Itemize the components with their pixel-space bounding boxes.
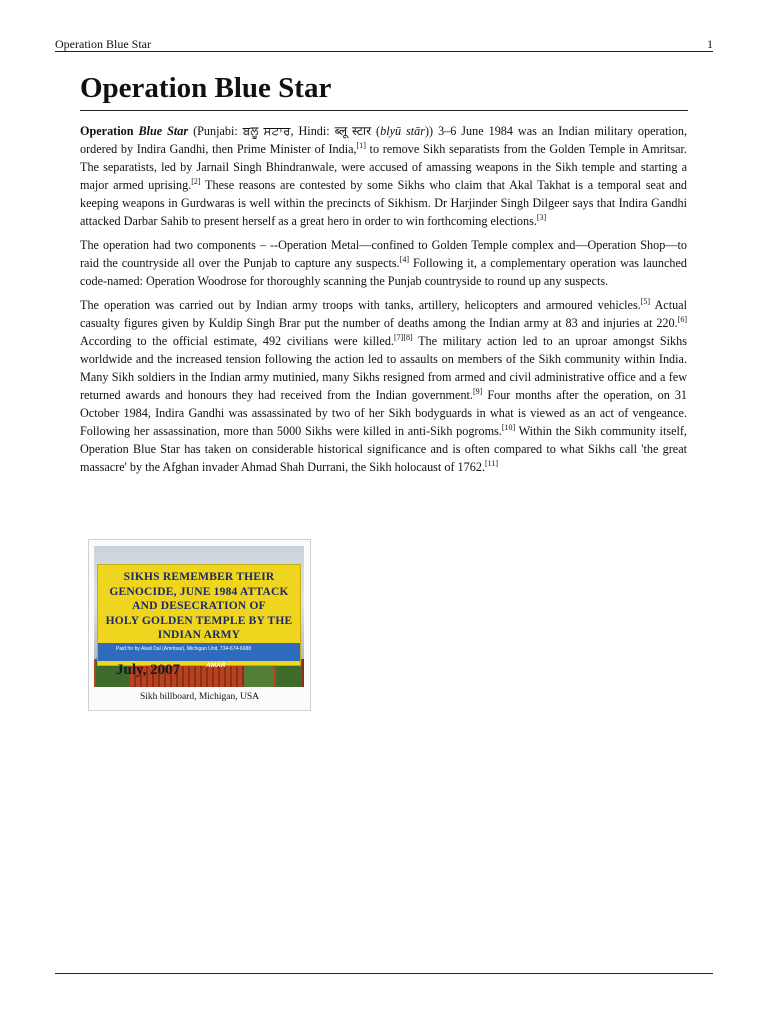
citation-link[interactable]: [5]: [640, 297, 651, 306]
citation-link[interactable]: [4]: [399, 255, 410, 264]
running-title: Operation Blue Star: [55, 37, 151, 51]
article-body: [80, 122, 687, 476]
citation-link[interactable]: [9]: [472, 387, 483, 396]
figure-caption: Sikh billboard, Michigan, USA: [139, 692, 259, 702]
page-title: Operation Blue Star: [80, 72, 332, 104]
billboard-sign: [97, 564, 301, 666]
lead-term: Operation Blue Star: [80, 124, 189, 138]
intro-paragraph: Operation Blue Star (Punjabi: ਬਲੂ ਸਟਾਰ, Hindi: ब्लू स्टार (blyū stār)) 3–6 June 1984 was an Indian military operation, ordered by Indira Gandhi, then Prime Minister of India,[1] to remove Sikh separatists from the Golden Temple in Amritsar. The separatists, led by Jarnail Singh Bhindranwale, were accused of amassing weapons in the Sikh temple and starting a major armed uprising.[2] These reasons are contested by some Sikhs who claim that Akal Takhat is a temporal seat and keeping weapons in Gurdwaras is well within the precincts of Sikhism. Dr Harjinder Singh Dilgeer says that Indira Gandhi attacked Darbar Sahib to present herself as a great hero in order to win forthcoming elections.[3]: [80, 124, 688, 228]
title-rule: [80, 110, 688, 111]
billboard-small-print: Paid for by Akali Dal (Amritsar), Michigan Unit, 734-674-6688: [116, 646, 252, 652]
billboard-brand: AMAR: [206, 662, 226, 669]
footer-rule: [55, 973, 713, 974]
billboard-strip: [98, 643, 300, 661]
citation-link[interactable]: [1]: [356, 141, 366, 150]
billboard-date: July, 2007: [116, 662, 181, 678]
header-rule: [55, 51, 713, 52]
citation-link[interactable]: [3]: [536, 213, 547, 222]
citation-link[interactable]: [10]: [501, 423, 516, 432]
transliteration: blyū stār: [380, 124, 425, 138]
components-paragraph: The operation had two components – --Operation Metal—confined to Golden Temple complex and—Operation Shop—to raid the countryside all over the Punjab to capture any suspects.[4] Following it, a complementary operation was launched code-named: Operation Woodrose for thoroughly scanning the Punjab countryside to round up any suspects.: [80, 238, 687, 288]
page-number: 1: [707, 37, 713, 51]
citation-link[interactable]: [7][8]: [393, 333, 413, 342]
citation-link[interactable]: [2]: [191, 177, 201, 186]
citation-link[interactable]: [11]: [484, 459, 499, 468]
figure-thumbnail[interactable]: [88, 539, 311, 711]
running-header: [55, 36, 713, 52]
citation-link[interactable]: [6]: [677, 315, 687, 324]
billboard-text: SIKHS REMEMBER THEIR GENOCIDE, JUNE 1984 ATTACK AND DESECRATION OF HOLY GOLDEN TEMPLE BY THE INDIAN ARMY: [105, 571, 293, 641]
billboard-image[interactable]: [94, 546, 304, 687]
operation-paragraph: The operation was carried out by Indian army troops with tanks, artillery, helicopters and armoured vehicles.[5] Actual casualty figures given by Kuldip Singh Brar put the number of deaths among the Indian army at 83 and injuries at 220.[6] According to the official estimate, 492 civilians were killed.[7][8] The military action led to an uproar amongst Sikhs worldwide and the increased tension following the action led to assaults on members of the Sikh community within India. Many Sikh soldiers in the Indian army mutinied, many Sikhs resigned from armed and civil administrative office and a few returned awards and honours they had received from the Indian government.[9] Four months after the operation, on 31 October 1984, Indira Gandhi was assassinated by two of her Sikh bodyguards in what is viewed as an act of vengeance. Following her assassination, more than 5000 Sikhs were killed in anti-Sikh pogroms.[10] Within the Sikh community itself, Operation Blue Star has taken on considerable historical significance and is often compared to what Sikhs call 'the great massacre' by the Afghan invader Ahmad Shah Durrani, the Sikh holocaust of 1762.[11]: [80, 297, 688, 474]
